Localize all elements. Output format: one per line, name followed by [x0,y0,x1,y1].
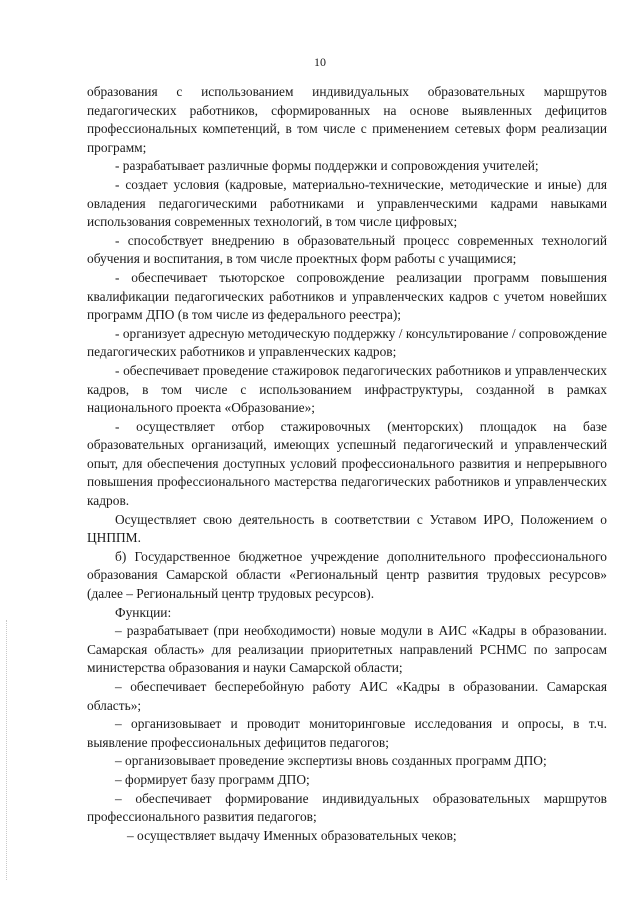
paragraph-12: – разрабатывает (при необходимости) новые модули в АИС «Кадры в образовании. Самарская область» для реализации приоритетных направлений РСНМС по запросам министерства образования и науки Самарской области; [87,623,607,676]
paragraph-9: Осуществляет свою деятельность в соответствии с Уставом ИРО, Положением о ЦНППМ. [87,511,607,546]
paragraph-10: б) Государственное бюджетное учреждение дополнительного профессионального образования Самарской области «Региональный центр развития трудовых ресурсов» (далее – Региональный центр трудовых ресурсов). [87,548,607,602]
paragraph-7: - обеспечивает проведение стажировок педагогических работников и управленческих кадров, в том числе с использованием инфраструктуры, созданной в рамках национального проекта «Образование»; [87,362,607,416]
paragraph-15: – организовывает проведение экспертизы вновь созданных программ ДПО; [115,753,547,769]
paragraph-6: - организует адресную методическую поддержку / консультирование / сопровождение педагогических работников и управленческих кадров; [87,325,607,360]
paragraph-8: - осуществляет отбор стажировочных (менторских) площадок на базе образовательных организаций, имеющих успешный педагогический и управленческий опыт, для обеспечения доступных условий профессионального развития и непрерывного повышения профессионального мастерства педагогических работников и управленческих кадров. [87,418,607,509]
paragraph-1: образования с использованием индивидуальных образовательных маршрутов педагогических работников, сформированных на основе выявленных дефицитов профессиональных компетенций, в том числе с применением сетевых форм реализации программ; [87,84,607,155]
paragraph-2: - разрабатывает различные формы поддержки и сопровождения учителей; [115,158,539,174]
paragraph-3: - создает условия (кадровые, материально-технические, методические и иные) для овладения педагогическими работниками и управленческими кадрами навыками использования современных технологий, в том числе цифровых; [87,176,607,230]
page-number: 10 [314,55,326,69]
paragraph-5: - обеспечивает тьюторское сопровождение реализации программ повышения квалификации педагогических работников и управленческих кадров с учетом новейших программ ДПО (в том числе из федерального реестра); [87,269,607,323]
paragraph-14: – организовывает и проводит мониторинговые исследования и опросы, в т.ч. выявление профессиональных дефицитов педагогов; [87,716,607,750]
paragraph-13: – обеспечивает бесперебойную работу АИС «Кадры в образовании. Самарская область»; [87,679,607,713]
paragraph-17: – обеспечивает формирование индивидуальных образовательных маршрутов профессионального развития педагогов; [87,790,607,825]
paragraph-11: Функции: [115,604,172,620]
paragraph-4: - способствует внедрению в образовательный процесс современных технологий обучения и воспитания, в том числе проектных форм работы с учащимися; [87,232,607,267]
document-body [87,83,607,845]
paragraph-16: – формирует базу программ ДПО; [115,771,310,787]
scan-margin-mark [6,620,7,880]
paragraph-18: – осуществляет выдачу Именных образовательных чеков; [127,827,457,843]
